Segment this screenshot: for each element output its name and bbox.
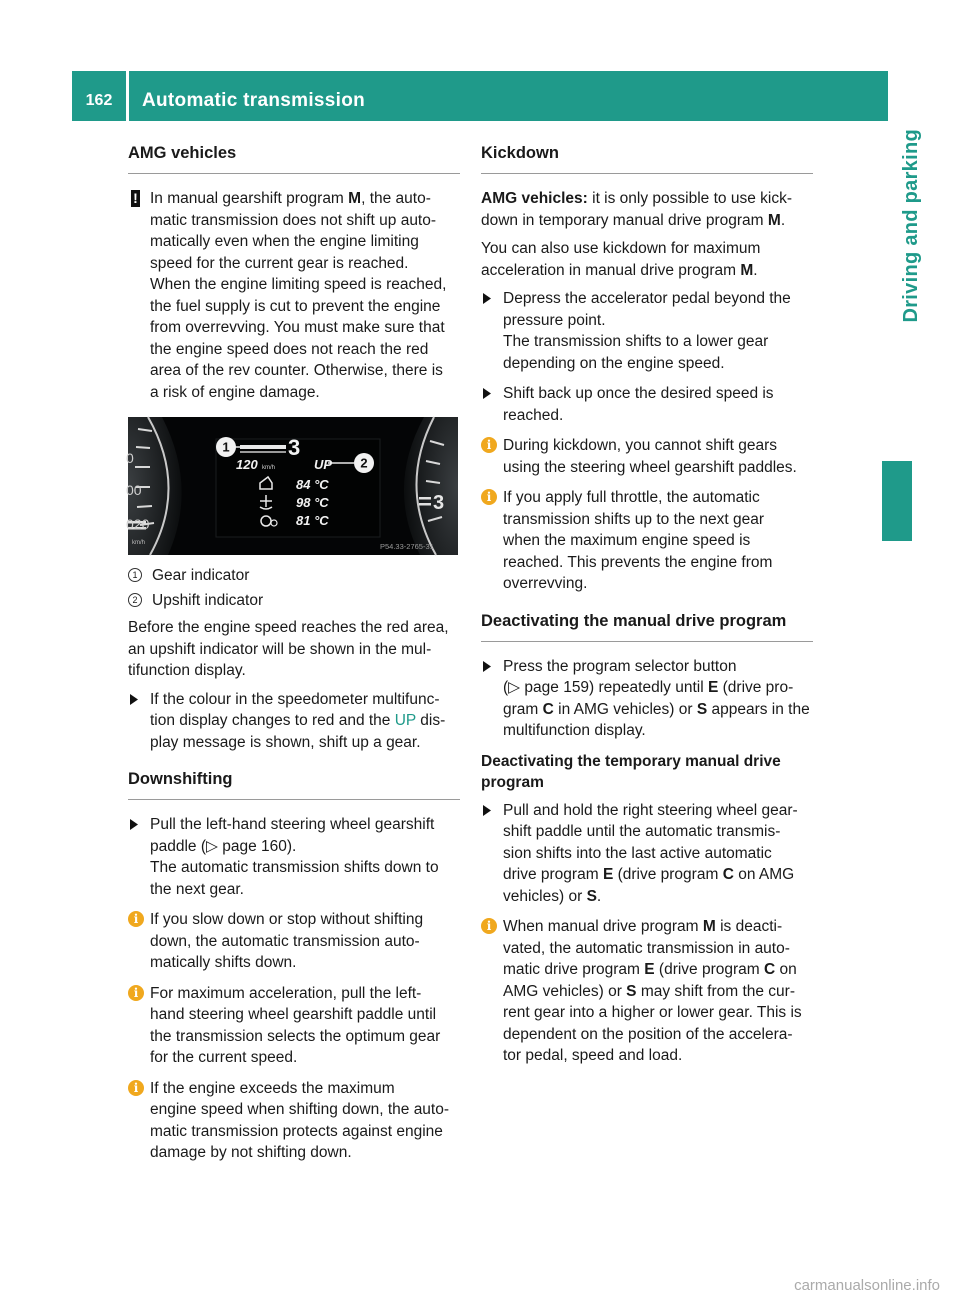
page-ref-icon: ▷ bbox=[206, 837, 223, 855]
info-icon: i bbox=[481, 918, 497, 934]
legend-item: 1 Gear indicator bbox=[128, 565, 460, 587]
speed-value: 120 bbox=[236, 457, 258, 472]
figure-code: P54.33-2765-31 bbox=[380, 542, 434, 551]
speedo-tick-1: 00 bbox=[126, 482, 142, 498]
info-icon: i bbox=[128, 985, 144, 1001]
left-column bbox=[128, 143, 460, 1173]
instruction-shift-up: If the colour in the speedometer multifunc- tion display changes to red and the UP dis- play message is shown, shift up a gear. bbox=[128, 689, 460, 754]
page-header bbox=[72, 71, 888, 121]
footer-watermark: carmanualsonline.info bbox=[794, 1277, 940, 1294]
figure-legend bbox=[128, 565, 460, 611]
info-note: i For maximum acceleration, pull the left- hand steering wheel gearshift paddle until the transmission selects the optimum gear for the current speed. bbox=[128, 983, 460, 1069]
page-reference-link[interactable]: page 159) repeatedly until bbox=[524, 679, 708, 696]
info-icon: i bbox=[128, 911, 144, 927]
info-note: i During kickdown, you cannot shift gears using the steering wheel gearshift paddles. bbox=[481, 435, 813, 478]
legend-item: 2 Upshift indicator bbox=[128, 590, 460, 612]
paragraph-kickdown-manual: You can also use kickdown for maximum acceleration in manual drive program M. bbox=[481, 240, 761, 279]
instruction-press-selector: Press the program selector button (▷ page 159) repeatedly until E (drive pro- gram C in AMG vehicles) or S appears in the multifunction display. bbox=[481, 656, 813, 742]
gear-indicator-value: 3 bbox=[288, 435, 301, 460]
warning-note: ! In manual gearshift program M, the auto- matic transmission does not shift up auto- matically even when the engine limiting speed for the current gear is reached. When the engine limiting speed is reached, the fuel supply is cut to prevent the engine from overrevving. You must make sure that the engine speed does not reach the red area of the rev counter. Otherwise, there is a risk of engine damage. bbox=[128, 188, 460, 403]
heading-deactivating-temporary: Deactivating the temporary manual drive program bbox=[481, 752, 781, 791]
callout-2: 2 bbox=[360, 455, 368, 471]
speedo-unit: km/h bbox=[132, 540, 146, 546]
speedo-tick-0: 0 bbox=[126, 450, 134, 466]
heading-amg-vehicles: AMG vehicles bbox=[128, 143, 460, 174]
speed-unit: km/h bbox=[262, 465, 276, 471]
right-gauge-gear: 3 bbox=[433, 492, 445, 514]
info-note: i If you apply full throttle, the automatic transmission shifts up to the next gear when the maximum engine speed is reached. This prevents the engine from overrevving. bbox=[481, 487, 813, 595]
info-note: i If the engine exceeds the maximum engine speed when shifting down, the auto- matic transmission protects against engine damage by not shifting down. bbox=[128, 1078, 460, 1164]
info-note: i If you slow down or stop without shifting down, the automatic transmission auto- matically shifts down. bbox=[128, 909, 460, 974]
instrument-cluster-figure bbox=[128, 417, 458, 555]
page-number: 162 bbox=[85, 92, 113, 109]
info-icon: i bbox=[481, 489, 497, 505]
cluster-illustration bbox=[128, 417, 458, 555]
page-ref-icon: ▷ bbox=[508, 679, 525, 696]
oil-temperature: 84 °C bbox=[296, 477, 329, 492]
header-divider bbox=[126, 71, 129, 121]
instruction-shift-back: Shift back up once the desired speed is reached. bbox=[481, 383, 813, 426]
speedo-tick-2: 020 bbox=[126, 516, 150, 532]
section-side-tab bbox=[882, 121, 922, 541]
instruction-downshift: Pull the left-hand steering wheel gearshift paddle (▷ page 160). The automatic transmission shifts down to the next gear. bbox=[128, 814, 460, 900]
paragraph-kickdown-amg: AMG vehicles: it is only possible to use kick- down in temporary manual drive program M. bbox=[481, 190, 792, 229]
instruction-pull-hold: Pull and hold the right steering wheel gear- shift paddle until the automatic transmis- sion shifts into the last active automatic drive program E (drive program C on AMG vehicles) or S. bbox=[481, 800, 813, 908]
page-title: Automatic transmission bbox=[142, 90, 366, 111]
info-icon: i bbox=[128, 1080, 144, 1096]
warning-icon: ! bbox=[131, 190, 140, 207]
page-reference-link[interactable]: page 160). bbox=[222, 837, 297, 855]
heading-kickdown: Kickdown bbox=[481, 143, 813, 174]
info-note: i When manual drive program M is deacti- vated, the automatic transmission in auto- matic drive program E (drive program C on AMG vehicles) or S may shift from the cur- rent gear into a higher or lower gear. This is dependent on the position of the accelera- tor pedal, speed and load. bbox=[481, 916, 813, 1067]
coolant-temperature: 98 °C bbox=[296, 495, 329, 510]
right-column bbox=[481, 143, 813, 1076]
heading-deactivating-manual: Deactivating the manual drive program bbox=[481, 611, 813, 642]
side-tab-marker bbox=[882, 461, 912, 541]
paragraph-upshift: Before the engine speed reaches the red area, an upshift indicator will be shown in the mul- tifunction display. bbox=[128, 619, 449, 679]
instruction-depress-pedal: Depress the accelerator pedal beyond the pressure point. The transmission shifts to a lower gear depending on the engine speed. bbox=[481, 288, 813, 374]
upshift-indicator: UP bbox=[314, 457, 333, 472]
display-message-up: UP bbox=[394, 712, 416, 729]
heading-downshifting: Downshifting bbox=[128, 769, 460, 800]
transmission-temperature: 81 °C bbox=[296, 513, 329, 528]
side-tab-label: Driving and parking bbox=[900, 129, 922, 323]
callout-1: 1 bbox=[222, 439, 230, 455]
info-icon: i bbox=[481, 437, 497, 453]
